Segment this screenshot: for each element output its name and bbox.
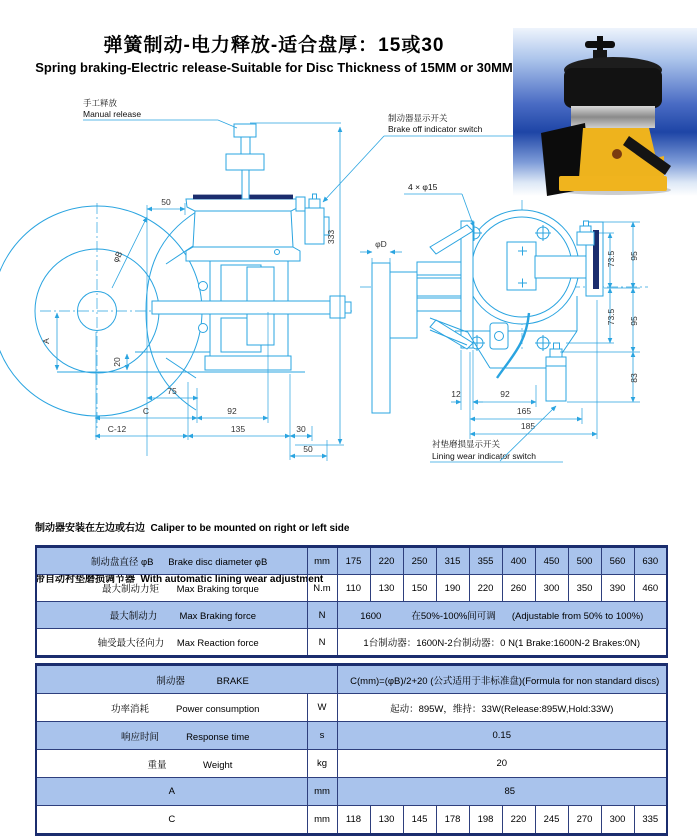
dim-95-upper: 95: [629, 251, 639, 261]
dim-50-top: 50: [161, 197, 171, 207]
row-label-zh: 响应时间: [121, 731, 160, 743]
table-row: [36, 750, 667, 778]
dim-92-right: 92: [500, 389, 510, 399]
value-cell: 315: [436, 547, 469, 575]
unit-cell: mm: [307, 778, 337, 806]
value-cell: 350: [568, 575, 601, 602]
value-cell: 300: [601, 806, 634, 835]
value-cell: 220: [502, 806, 535, 835]
value-cell: 400: [502, 547, 535, 575]
unit-cell: mm: [307, 547, 337, 575]
table-row: [36, 665, 667, 694]
table-row: [36, 806, 667, 835]
value-cell: 630: [634, 547, 667, 575]
photo-knob: [585, 41, 615, 48]
photo-pivot: [612, 149, 622, 159]
table-row: [36, 547, 667, 575]
photo-base: [559, 176, 667, 191]
dim-C: C: [142, 406, 150, 416]
row-label: [36, 694, 307, 722]
value-cell: 0.15: [337, 722, 667, 750]
value-cell: 560: [601, 547, 634, 575]
dim-95-lower: 95: [629, 316, 639, 326]
value-part: (Adjustable from 50% to 100%): [511, 611, 644, 622]
row-label: A: [36, 778, 307, 806]
row-label-zh: 制动盘直径 φB: [90, 557, 154, 568]
dim-20: 20: [112, 357, 122, 367]
photo-drum: [564, 68, 662, 108]
value-cell: 245: [535, 806, 568, 835]
page-title-en: Spring braking-Electric release-Suitable for Disc Thickness of 15MM or 30MM: [35, 60, 513, 75]
row-label-zh: 轴受最大径向力: [97, 638, 165, 649]
table-row: [36, 694, 667, 722]
value-cell: 355: [469, 547, 502, 575]
value-cell: 145: [403, 806, 436, 835]
dim-165: 165: [516, 406, 532, 416]
row-label-en: BRAKE: [216, 675, 249, 687]
value-part: 1600: [360, 611, 382, 622]
value-cell: [337, 602, 667, 629]
value-cell: 220: [469, 575, 502, 602]
value-cell: 150: [403, 575, 436, 602]
lining-wear-label-zh: 衬垫磨损显示开关: [432, 439, 501, 449]
row-label: [36, 629, 307, 657]
value-cell: 130: [370, 575, 403, 602]
note-line-2: 带自动衬垫磨损调节器 With automatic lining wear adjustment: [35, 574, 324, 585]
page-title-zh: 弹簧制动-电力释放-适合盘厚：15或30: [103, 35, 445, 56]
dim-333: 333: [326, 229, 336, 245]
row-label-zh: 最大制动力矩: [102, 584, 160, 595]
dim-phi-b: φB: [110, 249, 125, 264]
unit-cell: mm: [307, 806, 337, 835]
value-cell: 335: [634, 806, 667, 835]
spec-table-disc: [35, 545, 668, 658]
title-block: [0, 30, 548, 75]
value-cell: 450: [535, 547, 568, 575]
value-cell: 178: [436, 806, 469, 835]
dim-phi-d: φD: [375, 239, 387, 249]
unit-cell: N: [307, 602, 337, 629]
row-label-zh: 制动器: [156, 675, 185, 687]
row-label-en: Response time: [186, 731, 250, 743]
value-cell: 110: [337, 575, 370, 602]
value-cell: 390: [601, 575, 634, 602]
dim-83: 83: [629, 373, 639, 383]
value-cell: 500: [568, 547, 601, 575]
value-cell: 175: [337, 547, 370, 575]
unit-cell: kg: [307, 750, 337, 778]
product-photo: [513, 28, 697, 196]
value-cell: 270: [568, 806, 601, 835]
row-label-en: Max Braking force: [179, 611, 257, 622]
table-row: [36, 575, 667, 602]
unit-cell: N: [307, 629, 337, 657]
row-label: [36, 602, 307, 629]
row-label-zh: 功率消耗: [111, 703, 150, 715]
table-row: [36, 722, 667, 750]
unit-cell: s: [307, 722, 337, 750]
row-label: [36, 750, 307, 778]
left-view: [0, 124, 352, 428]
bolt-spec-label: 4 × φ15: [408, 182, 438, 192]
row-label: [36, 547, 307, 575]
dim-92-left: 92: [227, 406, 237, 416]
brake-off-switch-part: [296, 194, 329, 244]
row-label-en: Max Reaction force: [176, 638, 259, 649]
value-cell: 85: [337, 778, 667, 806]
brake-off-label-en: Brake off indicator switch: [388, 124, 483, 134]
row-label-en: Max Braking torque: [176, 584, 259, 595]
dim-75: 75: [167, 386, 177, 396]
value-cell: 250: [403, 547, 436, 575]
value-cell: 20: [337, 750, 667, 778]
dim-73-5-lower: 73.5: [606, 308, 616, 326]
brake-off-label-zh: 制动器显示开关: [388, 113, 448, 123]
row-label-en: Brake disc diameter φB: [168, 557, 268, 568]
row-label-en: Power consumption: [176, 703, 260, 715]
value-cell: 118: [337, 806, 370, 835]
table-row: [36, 629, 667, 657]
dim-12: 12: [451, 389, 461, 399]
dim-A: A: [41, 338, 51, 344]
value-cell: 190: [436, 575, 469, 602]
unit-cell: W: [307, 694, 337, 722]
dim-185: 185: [520, 421, 536, 431]
spec-table-brake: [35, 663, 668, 836]
dim-C-12: C-12: [107, 424, 127, 434]
row-label: [36, 575, 307, 602]
product-photo-art: [513, 28, 697, 196]
table-row: [36, 602, 667, 629]
table-row: [36, 778, 667, 806]
row-label: [36, 665, 337, 694]
note-line-1: 制动器安装在左边或右边 Caliper to be mounted on right or left side: [35, 523, 350, 534]
value-cell: C(mm)=(φB)/2+20 (公式适用于非标准盘)(Formula for non standard discs): [337, 665, 667, 694]
value-cell: 198: [469, 806, 502, 835]
row-label-zh: 最大制动力: [109, 611, 158, 622]
dim-30: 30: [296, 424, 306, 434]
row-label-en: Weight: [203, 759, 233, 771]
dim-73-5-upper: 73.5: [606, 250, 616, 268]
value-part: 在50%-100%间可调: [411, 611, 496, 622]
value-cell: 260: [502, 575, 535, 602]
value-cell: 300: [535, 575, 568, 602]
dim-50-bottom: 50: [303, 444, 313, 454]
value-cell: 130: [370, 806, 403, 835]
row-label-zh: 重量: [147, 759, 167, 771]
row-label: C: [36, 806, 307, 835]
value-cell: 1台制动器：1600N-2台制动器：0 N(1 Brake:1600N-2 Brakes:0N): [337, 629, 667, 657]
value-cell: 220: [370, 547, 403, 575]
unit-cell: N.m: [307, 575, 337, 602]
manual-release-label-en: Manual release: [83, 109, 142, 119]
lining-wear-label-en: Lining wear indicator switch: [432, 451, 536, 461]
dim-135: 135: [230, 424, 246, 434]
manual-release-label-zh: 手工释放: [83, 98, 118, 108]
value-cell: 起动：895W，维持：33W(Release:895W,Hold:33W): [337, 694, 667, 722]
row-label: [36, 722, 307, 750]
right-view: [360, 200, 648, 413]
value-cell: 460: [634, 575, 667, 602]
